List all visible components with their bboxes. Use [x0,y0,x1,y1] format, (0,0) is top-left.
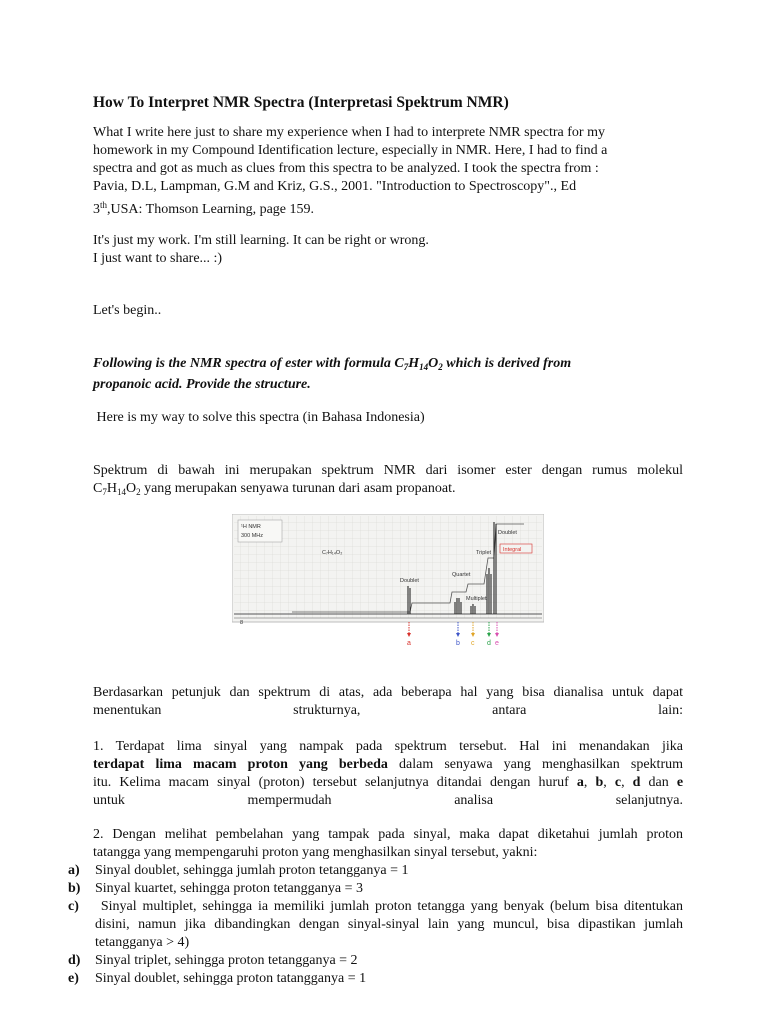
marker-label-b: b [456,640,460,647]
formula-label: C₇H₁₄O₂ [322,550,343,556]
question-text: Following is the NMR spectra of ester with formula C [93,356,404,371]
nmr-spectrum-figure [232,514,544,654]
separator: dan [640,775,677,790]
separator: , [621,775,633,790]
disclaimer-line: It's just my work. I'm still learning. It can be right or wrong. [93,233,429,248]
edition-suffix: th [100,200,108,210]
marker-arrowhead-d [487,633,491,637]
marker-label-d: d [487,640,491,647]
analysis-intro-paragraph [93,684,683,720]
list-marker: a) [68,863,80,878]
nmr-spectrum-image [232,514,544,654]
paragraph-text: itu. Kelima macam sinyal (proton) tersebut selanjutnya ditandai dengan huruf [93,775,577,790]
formula-element: O [125,481,137,496]
publisher-text: ,USA: Thomson Learning, page 159. [107,202,315,217]
paragraph-line: Spektrum di bawah ini merupakan spektrum NMR dari isomer ester dengan rumus molekul [93,463,683,478]
paragraph-line [93,774,683,792]
method-note-text: Here is my way to solve this spectra (in Bahasa Indonesia) [93,410,425,425]
intro-paragraph [93,124,683,219]
axis-tick-label: 8 [240,620,244,626]
disclaimer-line: I just want to share... :) [93,251,223,266]
signal-letter: e [676,775,684,790]
formula-element: H [408,356,420,371]
signal-letter: a [576,775,584,790]
list-marker: d) [68,953,81,968]
list-item-text: Sinyal kuartet, sehingga proton tetangganya = 3 [95,881,363,896]
separator: , [583,775,596,790]
question-text: which is derived from [442,356,572,371]
signal-letter: c [614,775,622,790]
separator: , [603,775,615,790]
paragraph-line: menentukan strukturnya, antara lain: [93,703,683,718]
formula-subscript: 7 [102,487,107,497]
mhz-label: 300 MHz [241,533,264,539]
multiplet-label: Multiplet [466,596,487,602]
list-item [68,970,683,988]
formula-element: C [93,481,103,496]
list-marker: b) [68,881,81,896]
paragraph-line: untuk mempermudah analisa selanjutnya. [93,793,683,808]
marker-arrowhead-c [471,633,475,637]
paragraph-text: dalam senyawa yang menghasilkan spektrum [387,757,683,772]
peak-markers [407,622,499,647]
intro-line [93,196,683,219]
marker-arrowhead-b [456,633,460,637]
question-line: propanoic acid. Provide the structure. [93,377,311,392]
intro-line: spectra and got as much as clues from this spectra to be analyzed. I took the spectra from : [93,161,599,176]
list-item-text: Sinyal multiplet, sehingga ia memiliki jumlah proton tetangga yang benyak (belum bisa ditentukan disini, namun jika dibandingkan dengan sinyal-sinyal lain yang muncul, bisa dipastikan jumlah tetangganya > 4) [95,899,687,950]
list-item [68,880,683,898]
list-item-text: Sinyal doublet, sehingga proton tatangganya = 1 [95,971,367,986]
method-note [93,409,683,427]
paragraph-line [93,756,683,774]
list-item [68,952,683,970]
nmr-label: ¹H NMR [241,524,261,530]
list-item-text: Sinyal triplet, sehingga proton tetangganya = 2 [95,953,358,968]
formula-element: O [428,356,439,371]
paragraph-line [93,480,683,501]
intro-line: Pavia, D.L, Lampman, G.M and Kriz, G.S., 2001. "Introduction to Spectroscopy"., Ed [93,179,577,194]
edition-number: 3 [93,202,100,217]
quartet-label: Quartet [452,572,471,578]
marker-label-e: e [495,640,499,647]
intro-line: What I write here just to share my experience when I had to interprete NMR spectra for my [93,125,605,140]
signal-letter: d [632,775,641,790]
formula-subscript: 14 [116,487,126,497]
point-2-paragraph [93,826,683,862]
list-item-text: Sinyal doublet, sehingga jumlah proton tetangganya = 1 [95,863,409,878]
list-item [68,862,683,880]
signal-letter: b [595,775,604,790]
paragraph-line: 2. Dengan melihat pembelahan yang tampak pada sinyal, maka dapat diketahui jumlah proton [93,827,683,842]
intro-line: homework in my Compound Identification lecture, especially in NMR. Here, I had to find a [93,143,608,158]
marker-arrowhead-e [495,633,499,637]
marker-arrowhead-a [407,633,411,637]
disclaimer-paragraph [93,232,683,268]
triplet-label: Triplet [476,550,492,556]
integral-label: Integral [503,547,522,553]
question-line [93,355,683,376]
paragraph-line: tatangga yang mempengaruhi proton yang menghasilkan sinyal tersebut, yakni: [93,845,538,860]
doublet2-label: Doublet [498,530,517,536]
formula-subscript: 2 [136,487,141,497]
page-title: How To Interpret NMR Spectra (Interpretasi Spektrum NMR) [93,94,509,111]
formula-subscript: 7 [403,362,409,372]
formula-subscript: 14 [419,362,429,372]
list-marker: e) [68,971,79,986]
marker-label-a: a [407,640,411,647]
list-marker: c) [68,899,79,914]
spectrum-intro-paragraph [93,462,683,501]
paragraph-line: Berdasarkan petunjuk dan spektrum di atas, ada beberapa hal yang bisa dianalisa untuk dapat [93,685,683,700]
paragraph-text: yang merupakan senyawa turunan dari asam propanoat. [140,481,456,496]
doublet-label: Doublet [400,578,419,584]
emphasis-text: terdapat lima macam proton yang berbeda [93,757,388,772]
point-1-paragraph [93,738,683,810]
neighbor-proton-list [68,862,687,988]
paragraph-line: 1. Terdapat lima sinyal yang nampak pada spektrum tersebut. Hal ini menandakan jika [93,739,683,754]
question-paragraph [93,355,683,394]
begin-text: Let's begin.. [93,303,162,318]
formula-element: H [106,481,117,496]
list-item [68,898,687,952]
formula-subscript: 2 [438,362,443,372]
marker-label-c: c [471,640,475,647]
